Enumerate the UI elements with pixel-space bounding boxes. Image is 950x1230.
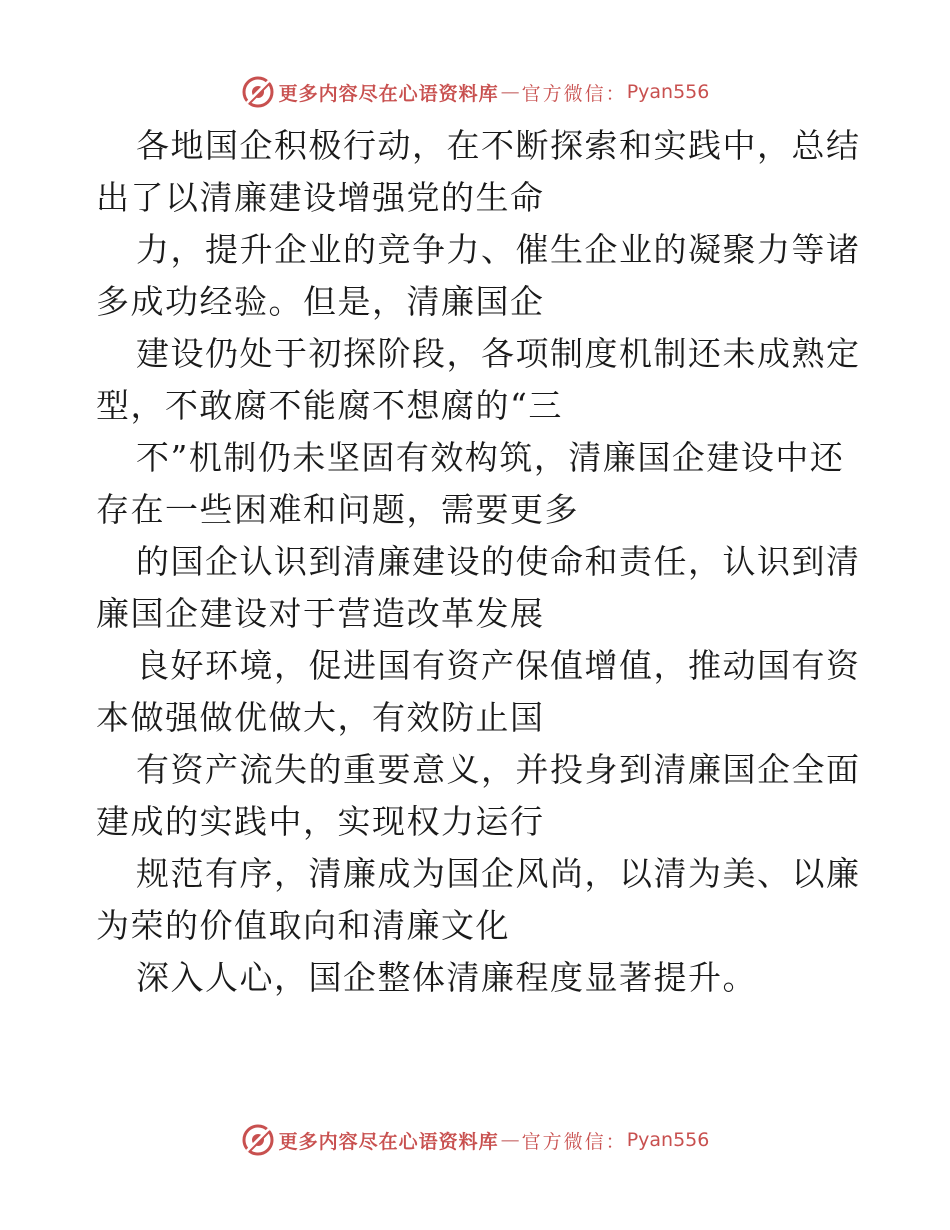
paragraph-line: 良好环境，促进国有资产保值增值，推动国有资 bbox=[136, 646, 861, 685]
paragraph bbox=[96, 536, 866, 640]
paragraph bbox=[96, 432, 866, 536]
brand-logo-icon bbox=[241, 1123, 275, 1157]
header-site-text: 更多内容尽在心语资料库 bbox=[278, 82, 499, 105]
paragraph-line: 存在一些困难和问题，需要更多 bbox=[96, 490, 579, 529]
brand-logo-icon bbox=[241, 75, 275, 109]
paragraph bbox=[96, 952, 866, 1004]
footer-site-text: 更多内容尽在心语资料库 bbox=[278, 1130, 499, 1153]
paragraph bbox=[96, 224, 866, 328]
paragraph bbox=[96, 744, 866, 848]
paragraph-line: 廉国企建设对于营造改革发展 bbox=[96, 594, 545, 633]
paragraph-line: 建成的实践中，实现权力运行 bbox=[96, 802, 545, 841]
paragraph bbox=[96, 848, 866, 952]
header-watermark bbox=[0, 72, 950, 112]
paragraph-line: 有资产流失的重要意义，并投身到清廉国企全面 bbox=[136, 750, 861, 789]
footer-watermark bbox=[0, 1120, 950, 1160]
paragraph-line: 规范有序，清廉成为国企风尚，以清为美、以廉 bbox=[136, 854, 861, 893]
paragraph-line: 建设仍处于初探阶段，各项制度机制还未成熟定 bbox=[136, 334, 861, 373]
paragraph-line: 为荣的价值取向和清廉文化 bbox=[96, 906, 510, 945]
paragraph-line: 不”机制仍未坚固有效构筑，清廉国企建设中还 bbox=[136, 438, 845, 477]
footer-dash: — bbox=[500, 1129, 520, 1151]
paragraph bbox=[96, 640, 866, 744]
paragraph-line: 出了以清廉建设增强党的生命 bbox=[96, 178, 545, 217]
paragraph-line: 各地国企积极行动，在不断探索和实践中，总结 bbox=[136, 126, 861, 165]
paragraph-line: 多成功经验。但是，清廉国企 bbox=[96, 282, 545, 321]
document-body bbox=[96, 120, 866, 1004]
header-official-label: 官方微信： bbox=[521, 82, 627, 105]
paragraph bbox=[96, 120, 866, 224]
paragraph-line: 本做强做优做大，有效防止国 bbox=[96, 698, 545, 737]
header-dash: — bbox=[500, 81, 520, 103]
paragraph-line: 的国企认识到清廉建设的使命和责任，认识到清 bbox=[136, 542, 861, 581]
header-wechat-id: Pyan556 bbox=[626, 81, 710, 103]
footer-wechat-id: Pyan556 bbox=[626, 1129, 710, 1151]
footer-official-label: 官方微信： bbox=[521, 1130, 627, 1153]
paragraph-line: 深入人心，国企整体清廉程度显著提升。 bbox=[136, 958, 757, 997]
paragraph-line: 型，不敢腐不能腐不想腐的“三 bbox=[96, 386, 563, 425]
paragraph-line: 力，提升企业的竞争力、催生企业的凝聚力等诸 bbox=[136, 230, 861, 269]
paragraph bbox=[96, 328, 866, 432]
